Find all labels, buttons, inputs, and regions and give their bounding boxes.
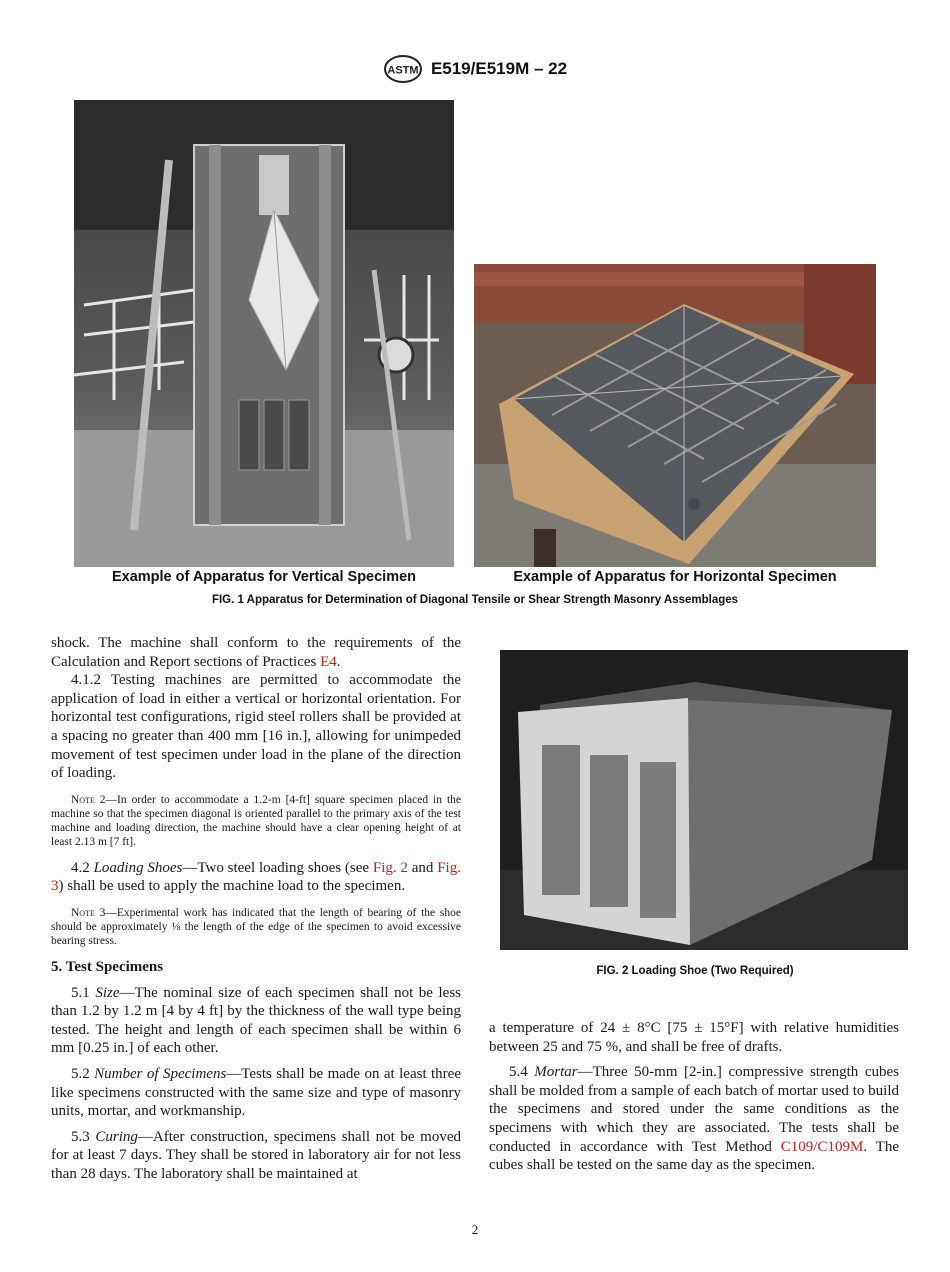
note-label: Note 3 <box>71 906 106 919</box>
paragraph-5-2 <box>51 1065 461 1121</box>
section-number: 5.2 <box>71 1065 95 1082</box>
paragraph-text: . The cubes shall be tested on the same day as the specimen. <box>489 1138 899 1174</box>
paragraph-shock <box>51 634 461 671</box>
note-text: —Experimental work has indicated that the length of bearing of the shoe should be approximately ⅛ the length of the edge of the specimen to avoid excessive bearing stress. <box>51 906 461 947</box>
figure1-caption: FIG. 1 Apparatus for Determination of Diagonal Tensile or Shear Strength Masonry Assemblages <box>211 594 739 606</box>
section-heading-test-specimens: 5. Test Specimens <box>51 958 164 975</box>
note-3 <box>51 906 461 948</box>
section-number: 4.2 <box>71 859 94 876</box>
link-fig-2[interactable]: Fig. 2 <box>372 859 408 876</box>
astm-logo-icon <box>383 54 423 84</box>
page-number: 2 <box>471 1222 479 1237</box>
section-title: Mortar <box>534 1064 578 1081</box>
link-e4[interactable]: E4 <box>320 653 337 670</box>
paragraph-temperature: a temperature of 24 ± 8°C [75 ± 15°F] with relative humidities between 25 and 75 %, and shall be free of drafts. <box>489 1020 899 1055</box>
paragraph-text: ) shall be used to apply the machine load to the specimen. <box>58 878 406 895</box>
loading-shoe-photo <box>500 650 908 950</box>
svg-text:ASTM: ASTM <box>387 64 419 77</box>
note-2 <box>51 793 461 849</box>
subcaption-vertical: Example of Apparatus for Vertical Specimen <box>111 569 417 585</box>
paragraph-text: —After construction, specimens shall not be moved for at least 7 days. They shall be stored in laboratory air for not less than 28 days. The laboratory shall be maintained at <box>51 1128 462 1182</box>
paragraph-text: —The nominal size of each specimen shall not be less than 1.2 by 1.2 m [4 by 4 ft] by the thickness of the wall type being tested. The height and length of each specimen shall be within 6 mm [0.25 in.] of each other. <box>51 984 462 1057</box>
paragraph-text: —Tests shall be made on at least three like specimens constructed with the same size and type of masonry units, mortar, and workmanship. <box>51 1065 461 1120</box>
document-id: E519/E519M – 22 <box>430 59 568 78</box>
paragraph-text: —Three 50-mm [2-in.] compressive strength cubes shall be molded from a sample of each batch of mortar used to build the specimens and stored under the same conditions as the specimens with which they are associated. The tests shall be conducted in accordance with Test Method <box>489 1064 899 1155</box>
paragraph-4-2 <box>51 859 461 896</box>
paragraph-5-3 <box>51 1128 461 1184</box>
subcaption-horizontal: Example of Apparatus for Horizontal Specimen <box>513 569 837 585</box>
paragraph-5-4 <box>489 1063 899 1175</box>
paragraph-4-1-2: 4.1.2 Testing machines are permitted to accommodate the application of load in either a vertical or horizontal orientation. For horizontal test configurations, rigid steel rollers shall be provided at a spacing no greater than 400 mm [16 in.], allowing for unimpeded movement of test specimen under load in the plane of the direction of loading. <box>51 672 461 782</box>
section-title: Loading Shoes <box>93 859 183 876</box>
paragraph-text: . <box>336 653 341 670</box>
section-number: 5.4 <box>509 1064 535 1081</box>
horizontal-apparatus-photo <box>474 264 876 567</box>
vertical-apparatus-photo <box>74 100 454 567</box>
right-column <box>489 1019 899 1175</box>
section-number: 5.1 <box>71 984 96 1001</box>
paragraph-text: —Two steel loading shoes (see <box>182 859 373 876</box>
page-header <box>0 52 950 86</box>
left-column <box>51 634 461 1183</box>
section-title: Curing <box>95 1128 138 1145</box>
note-label: Note 2 <box>71 793 106 806</box>
section-number: 5.3 <box>71 1128 96 1145</box>
paragraph-text: and <box>407 859 438 876</box>
link-c109[interactable]: C109/C109M <box>780 1138 864 1155</box>
section-title: Number of Specimens <box>94 1065 227 1082</box>
link-fig-3[interactable]: Fig. 3 <box>51 859 461 895</box>
paragraph-5-1 <box>51 984 461 1058</box>
paragraph-text: shock. The machine shall conform to the requirements of the Calculation and Report sections of Practices <box>51 635 461 670</box>
section-title: Size <box>95 984 120 1001</box>
note-text: —In order to accommodate a 1.2-m [4-ft] square specimen placed in the machine so that the specimen diagonal is oriented parallel to the primary axis of the test machine and loading direction, the machine should have a clear opening height of at least 2.13 m [7 ft]. <box>51 793 461 848</box>
figure2-caption: FIG. 2 Loading Shoe (Two Required) <box>596 965 794 977</box>
